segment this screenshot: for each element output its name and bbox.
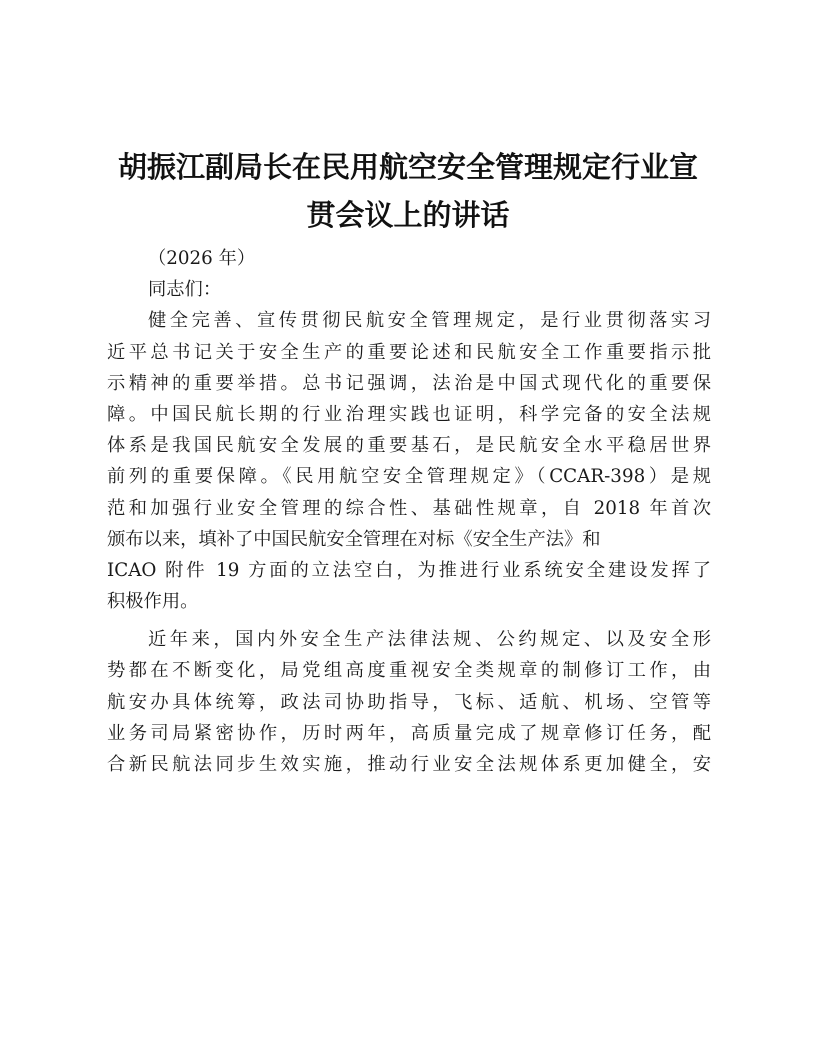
document-title [100, 143, 716, 239]
year-line: （2026 年） [148, 248, 256, 269]
paragraph-gap [107, 617, 711, 624]
paragraph-line: 示精神的重要举措。总书记强调，法治是中国式现代化的重要保 [107, 372, 711, 394]
paragraph-line: 障。中国民航长期的行业治理实践也证明，科学完备的安全法规 [107, 403, 711, 425]
paragraph-line: 势都在不断变化，局党组高度重视安全类规章的制修订工作，由 [107, 660, 711, 682]
paragraph-line: 前列的重要保障。《民用航空安全管理规定》（CCAR-398）是规 [107, 466, 711, 488]
salutation: 同志们： [148, 279, 222, 301]
paragraph-line: 体系是我国民航安全发展的重要基石，是民航安全水平稳居世界 [107, 435, 711, 457]
paragraph-line: 近平总书记关于安全生产的重要论述和民航安全工作重要指示批 [107, 341, 711, 363]
paragraph-line: 范和加强行业安全管理的综合性、基础性规章，自 2018 年首次 [107, 497, 711, 519]
paragraph-line: 颁布以来，填补了中国民航安全管理在对标《安全生产法》和 [107, 528, 601, 550]
paragraph-line: 合新民航法同步生效实施，推动行业安全法规体系更加健全，安 [107, 754, 711, 775]
paragraph-line: 健全完善、宣传贯彻民航安全管理规定，是行业贯彻落实习 [148, 310, 711, 332]
title-line-2: 贯会议上的讲话 [306, 198, 510, 232]
paragraph-line: 航安办具体统筹，政法司协助指导，飞标、适航、机场、空管等 [107, 691, 711, 713]
paragraph-line: 积极作用。 [107, 591, 199, 613]
paragraph-1 [107, 305, 711, 617]
paragraph-line: ICAO 附件 19 方面的立法空白，为推进行业系统安全建设发挥了 [107, 559, 711, 581]
paragraph-line: 近年来，国内外安全生产法律法规、公约规定、以及安全形 [148, 629, 711, 651]
document-body [107, 243, 711, 780]
title-line-1: 胡振江副局长在民用航空安全管理规定行业宣 [117, 150, 698, 184]
paragraph-2 [107, 624, 711, 780]
paragraph-line: 业务司局紧密协作，历时两年，高质量完成了规章修订任务，配 [107, 722, 711, 744]
